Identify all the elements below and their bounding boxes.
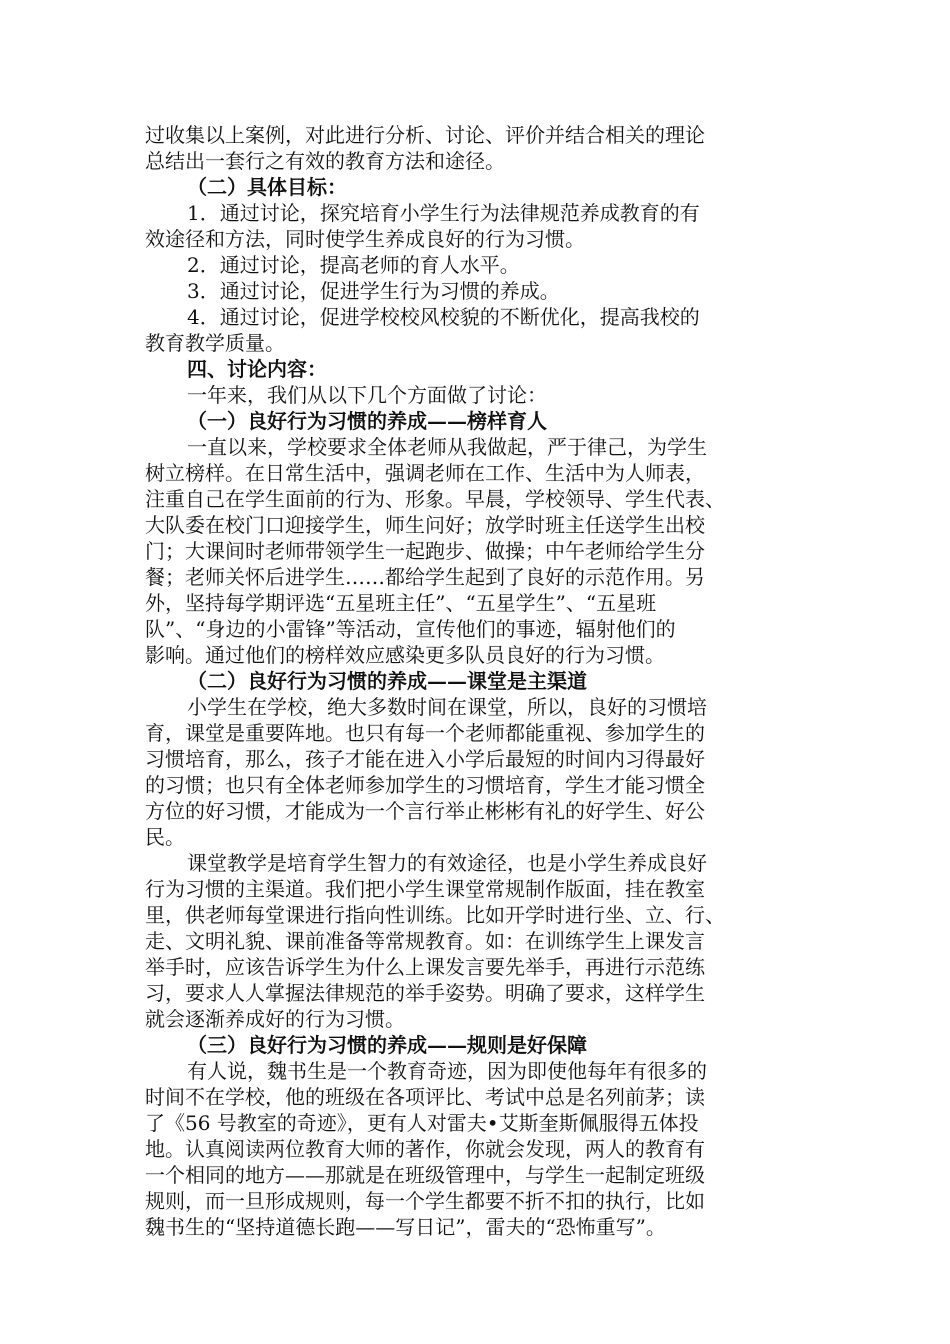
paragraph-line: 外，坚持每学期评选“五星班主任”、“五星学生”、“五星班: [145, 591, 657, 615]
list-item: 3．通过讨论，促进学生行为习惯的养成。: [187, 279, 560, 303]
subsection-heading: （二）良好行为习惯的养成——课堂是主渠道: [187, 669, 587, 693]
paragraph-line: 习，要求人人掌握法律规范的举手姿势。明确了要求，这样学生: [145, 981, 705, 1005]
subsection-heading: （一）良好行为习惯的养成——榜样育人: [187, 409, 547, 433]
paragraph-line: 行为习惯的主渠道。我们把小学生课堂常规制作版面，挂在教室: [145, 877, 705, 901]
paragraph-line: 树立榜样。在日常生活中，强调老师在工作、生活中为人师表，: [145, 461, 705, 485]
list-item: 1．通过讨论，探究培育小学生行为法律规范养成教育的有: [187, 201, 700, 225]
paragraph-line: 的习惯；也只有全体老师参加学生的习惯培育，学生才能习惯全: [145, 773, 705, 797]
paragraph-line: 一直以来，学校要求全体老师从我做起，严于律己，为学生: [187, 435, 707, 459]
paragraph-line: 课堂教学是培育学生智力的有效途径，也是小学生养成良好: [187, 851, 707, 875]
paragraph-line: 餐；老师关怀后进学生……都给学生起到了良好的示范作用。另: [145, 565, 705, 589]
paragraph-line: 方位的好习惯，才能成为一个言行举止彬彬有礼的好学生、好公: [145, 799, 705, 823]
paragraph-line: 举手时，应该告诉学生为什么上课发言要先举手，再进行示范练: [145, 955, 705, 979]
paragraph-line: 总结出一套行之有效的教育方法和途径。: [145, 149, 505, 173]
paragraph-line: 过收集以上案例，对此进行分析、讨论、评价并结合相关的理论: [145, 123, 705, 147]
paragraph-line: 一年来，我们从以下几个方面做了讨论：: [187, 383, 547, 407]
paragraph-line: 魏书生的“坚持道德长跑——写日记”，雷夫的“恐怖重写”。: [145, 1215, 666, 1239]
list-item: 4．通过讨论，促进学校校风校貌的不断优化，提高我校的: [187, 305, 700, 329]
paragraph-line: 育，课堂是重要阵地。也只有每一个老师都能重视、参加学生的: [145, 721, 705, 745]
section-heading: 四、讨论内容：: [187, 357, 327, 381]
paragraph-line: 大队委在校门口迎接学生，师生问好；放学时班主任送学生出校: [145, 513, 705, 537]
paragraph-line: 地。认真阅读两位教育大师的著作，你就会发现，两人的教育有: [145, 1137, 705, 1161]
paragraph-line: 影响。通过他们的榜样效应感染更多队员良好的行为习惯。: [145, 643, 665, 667]
paragraph-line: 民。: [145, 825, 185, 849]
paragraph-line: 队”、“身边的小雷锋”等活动，宣传他们的事迹，辐射他们的: [145, 617, 676, 641]
paragraph-line: 效途径和方法，同时使学生养成良好的行为习惯。: [145, 227, 585, 251]
paragraph-line: 注重自己在学生面前的行为、形象。早晨，学校领导、学生代表、: [145, 487, 725, 511]
paragraph-line: 习惯培育，那么，孩子才能在进入小学后最短的时间内习得最好: [145, 747, 705, 771]
paragraph-line: 门；大课间时老师带领学生一起跑步、做操；中午老师给学生分: [145, 539, 705, 563]
section-heading: （二）具体目标：: [187, 175, 347, 199]
paragraph-line: 小学生在学校，绝大多数时间在课堂，所以，良好的习惯培: [187, 695, 707, 719]
paragraph-line: 了《56 号教室的奇迹》，更有人对雷夫•艾斯奎斯佩服得五体投: [145, 1111, 699, 1135]
paragraph-line: 就会逐渐养成好的行为习惯。: [145, 1007, 405, 1031]
paragraph-line: 里，供老师每堂课进行指向性训练。比如开学时进行坐、立、行、: [145, 903, 725, 927]
paragraph-line: 教育教学质量。: [145, 331, 285, 355]
subsection-heading: （三）良好行为习惯的养成——规则是好保障: [187, 1033, 587, 1057]
paragraph-line: 时间不在学校，他的班级在各项评比、考试中总是名列前茅；读: [145, 1085, 705, 1109]
paragraph-line: 规则，而一旦形成规则，每一个学生都要不折不扣的执行，比如: [145, 1189, 705, 1213]
list-item: 2．通过讨论，提高老师的育人水平。: [187, 253, 520, 277]
paragraph-line: 走、文明礼貌、课前准备等常规教育。如：在训练学生上课发言: [145, 929, 705, 953]
paragraph-line: 有人说，魏书生是一个教育奇迹，因为即使他每年有很多的: [187, 1059, 707, 1083]
paragraph-line: 一个相同的地方——那就是在班级管理中，与学生一起制定班级: [145, 1163, 705, 1187]
